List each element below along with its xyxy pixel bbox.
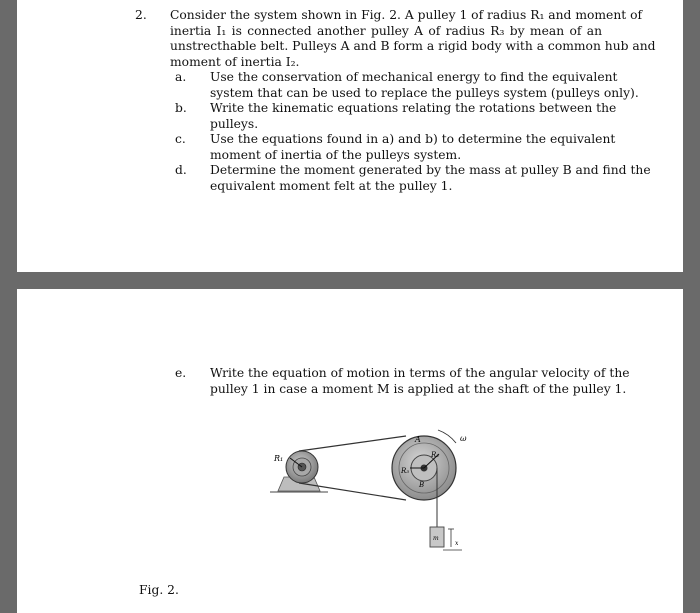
part-c-text [210, 132, 616, 163]
pulley-system-diagram [250, 425, 490, 585]
part-b-label: b. [175, 101, 187, 115]
part-line: Write the equation of motion in terms of the angular velocity of the [210, 366, 630, 380]
intro-line: Consider the system shown in Fig. 2. A pulley 1 of radius R₁ and moment of [170, 8, 643, 22]
label-r1: R₁ [274, 454, 284, 463]
figure-caption: Fig. 2. [139, 583, 179, 597]
part-b-text [210, 101, 617, 132]
part-d-label: d. [175, 163, 187, 177]
label-b: B [419, 481, 425, 489]
intro-line: unstrecthable belt. Pulleys A and B form a rigid body with a common hub and [170, 39, 656, 54]
label-r2: R₂ [431, 451, 440, 459]
part-e-label: e. [175, 366, 187, 380]
part-line: Use the conservation of mechanical energy to find the equivalent [210, 70, 618, 84]
label-a: A [415, 435, 421, 444]
intro-line: moment of inertia I₂. [170, 54, 300, 69]
document-page-1 [17, 0, 683, 272]
part-a-label: a. [175, 70, 187, 84]
label-x: x [455, 540, 459, 547]
part-line: equivalent moment felt at the pulley 1. [210, 178, 453, 193]
part-line: moment of inertia of the pulleys system. [210, 147, 462, 162]
part-a-text [210, 70, 639, 101]
label-r3: R₃ [401, 467, 410, 475]
question-number: 2. [135, 8, 147, 22]
part-c-label: c. [175, 132, 186, 146]
part-e-text [210, 366, 630, 397]
part-line: Use the equations found in a) and b) to determine the equivalent [210, 132, 616, 146]
part-d-text [210, 163, 651, 194]
label-m: m [433, 535, 439, 542]
document-page-2 [17, 289, 683, 613]
label-omega: ω [460, 434, 467, 443]
intro-line: inertia I₁ is connected another pulley A of radius R₃ by mean of an [170, 23, 602, 38]
part-line: system that can be used to replace the pulleys system (pulleys only). [210, 85, 639, 100]
part-line: Write the kinematic equations relating the rotations between the [210, 101, 617, 115]
part-line: pulley 1 in case a moment M is applied at the shaft of the pulley 1. [210, 381, 627, 396]
part-line: pulleys. [210, 116, 259, 131]
belt-upper [299, 436, 406, 451]
question-intro [170, 8, 656, 70]
part-line: Determine the moment generated by the mass at pulley B and find the [210, 163, 651, 177]
